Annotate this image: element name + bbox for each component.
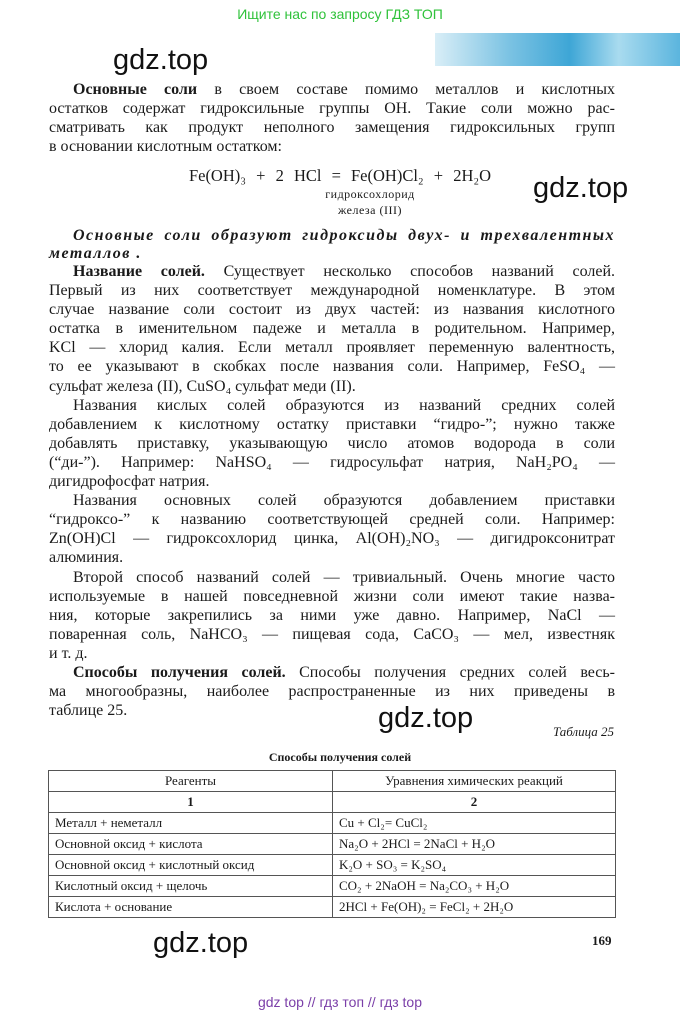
- table-row: [49, 855, 616, 876]
- header-cell: Реагенты: [49, 771, 333, 792]
- table-row: [49, 876, 616, 897]
- text-line: [49, 529, 615, 548]
- line-text: остатка в именительном падеже и металла в родительном. Например,: [49, 320, 615, 338]
- watermark: gdz.top: [153, 927, 249, 959]
- header-cell: Уравнения химических реакций: [333, 771, 616, 792]
- text-line: [49, 701, 615, 720]
- text-line: [49, 338, 615, 357]
- reagents-cell: Кислотный оксид + щелочь: [49, 876, 333, 897]
- text-line: [49, 245, 615, 263]
- line-text: остатков содержат гидроксильные группы ОН. Такие соли можно рас-: [49, 100, 615, 118]
- line-text: Названия кислых солей образуются из названий средних солей: [73, 396, 615, 414]
- text-line: [49, 644, 615, 663]
- line-text: то ее указывают в скобках после названия соли. Например, FeSO₄ —: [49, 358, 615, 376]
- text-line: [49, 137, 615, 156]
- text-line: [49, 453, 615, 472]
- table-row: [49, 897, 616, 918]
- line-text: сульфат железа (II), CuSO₄ сульфат меди (II).: [49, 377, 356, 395]
- line-text: используемые в нашей повседневной жизни соли имеют такие назва-: [49, 587, 615, 605]
- footer-links[interactable]: gdz top // гдз топ // гдз top: [257, 994, 423, 1010]
- reaction-equation-cell: 2HCl + Fe(OH)₂ = FeCl₂ + 2H₂O: [333, 897, 616, 918]
- equation-caption: гидроксохлорид: [325, 187, 415, 201]
- line-text: Названия основных солей образуются добавлением приставки: [73, 492, 615, 510]
- salts-table: [48, 770, 616, 918]
- column-number-row: [49, 792, 616, 813]
- watermark: gdz.top: [533, 172, 629, 204]
- line-text: дигидрофосфат натрия.: [49, 473, 210, 491]
- line-text: “гидроксо-” к названию соответствующей средней соли. Например:: [49, 511, 615, 529]
- text-line: [49, 434, 615, 453]
- line-text: в основании кислотным остатком:: [49, 138, 282, 156]
- table-row: [49, 834, 616, 855]
- text-line: [49, 319, 615, 338]
- reagents-cell: Основной оксид + кислотный оксид: [49, 855, 333, 876]
- text-line: [49, 682, 615, 701]
- column-number: 2: [333, 792, 616, 813]
- line-text: KCl — хлорид калия. Если металл проявляет переменную валентность,: [49, 339, 615, 357]
- line-text: добавлением к кислотному остатку приставки “гидро-”; нужно также: [49, 415, 615, 433]
- reagents-cell: Металл + неметалл: [49, 813, 333, 834]
- text-line: [49, 396, 615, 415]
- line-text: ма многообразны, наиболее распространенные из них приведены в: [49, 683, 615, 701]
- paragraph-heading: Название солей.: [73, 263, 205, 280]
- text-line: [49, 548, 615, 567]
- reaction-equation-cell: Cu + Cl₂= CuCl₂: [333, 813, 616, 834]
- reaction-equation-cell: Na₂O + 2HCl = 2NaCl + H₂O: [333, 834, 616, 855]
- reagents-cell: Кислота + основание: [49, 897, 333, 918]
- text-line: [49, 625, 615, 644]
- text-line: [49, 300, 615, 319]
- line-text: случае название соли состоит из двух частей: из названия кислотного: [49, 301, 615, 319]
- text-line: [49, 227, 615, 245]
- line-text: Zn(OH)Cl — гидроксохлорид цинка, Al(OH)₂NO₃ — дигидроксонитрат: [49, 530, 615, 548]
- text-line: [49, 663, 615, 682]
- reaction-equation-cell: K₂O + SO₃ = K₂SO₄: [333, 855, 616, 876]
- line-text: в своем составе помимо металлов и кислотных: [197, 81, 616, 98]
- reagents-cell: Основной оксид + кислота: [49, 834, 333, 855]
- text-line: [49, 281, 615, 300]
- text-line: [49, 99, 615, 118]
- header-image: [435, 33, 680, 66]
- text-line: [49, 510, 615, 529]
- text-line: [49, 415, 615, 434]
- table-title: Способы получения солей: [268, 750, 412, 764]
- line-text: Способы получения средних солей весь-: [285, 663, 616, 681]
- table-label: Таблица 25: [552, 724, 614, 739]
- text-line: [49, 80, 615, 99]
- watermark: gdz.top: [378, 702, 474, 734]
- column-number: 1: [49, 792, 333, 813]
- page-number: 169: [592, 933, 612, 948]
- text-line: [49, 472, 615, 491]
- text-line: [49, 377, 615, 396]
- line-text: и т. д.: [49, 644, 88, 662]
- line-text: Существует несколько способов названий солей.: [204, 263, 616, 280]
- equation: Fe(OH)₃ + 2 HCl = Fe(OH)Cl₂ + 2H₂O: [188, 166, 492, 185]
- text-line: [49, 587, 615, 606]
- body-text: [49, 262, 615, 720]
- paragraph-heading: Способы получения солей.: [73, 663, 286, 681]
- search-banner[interactable]: Ищите нас по запросу ГДЗ ТОП: [237, 6, 443, 22]
- paragraph-heading: Основные соли: [73, 81, 198, 98]
- text-line: [49, 357, 615, 376]
- text-line: [49, 568, 615, 587]
- equation-caption: железа (III): [338, 203, 402, 217]
- intro-paragraph: [49, 80, 615, 156]
- line-text: металлов .: [49, 244, 142, 262]
- line-text: сматривать как продукт неполного замещения гидроксильных групп: [49, 119, 615, 137]
- line-text: таблице 25.: [49, 702, 128, 720]
- line-text: поваренная соль, NaHCO₃ — пищевая сода, CaCO₃ — мел, известняк: [49, 625, 615, 643]
- watermark: gdz.top: [113, 44, 209, 76]
- table-header-row: [49, 771, 616, 792]
- italic-statement: [49, 227, 615, 262]
- line-text: Первый из них соответствует международной номенклатуре. В этом: [49, 282, 615, 300]
- text-line: [49, 491, 615, 510]
- line-text: Основные соли образуют гидроксиды двух- и трехвалентных: [73, 227, 615, 244]
- text-line: [49, 606, 615, 625]
- line-text: алюминия.: [49, 549, 124, 567]
- line-text: добавлять приставку, указывающую число атомов водорода в соли: [49, 434, 615, 452]
- reaction-equation-cell: CO₂ + 2NaOH = Na₂CO₃ + H₂O: [333, 876, 616, 897]
- text-line: [49, 118, 615, 137]
- line-text: Второй способ названий солей — тривиальный. Очень многие часто: [73, 568, 615, 586]
- line-text: (“ди-”). Например: NaHSO₄ — гидросульфат натрия, NaH₂PO₄ —: [49, 453, 615, 471]
- text-line: [49, 262, 615, 281]
- table-row: [49, 813, 616, 834]
- line-text: ния, которые закрепились за ними уже давно. Например, NaCl —: [49, 606, 615, 624]
